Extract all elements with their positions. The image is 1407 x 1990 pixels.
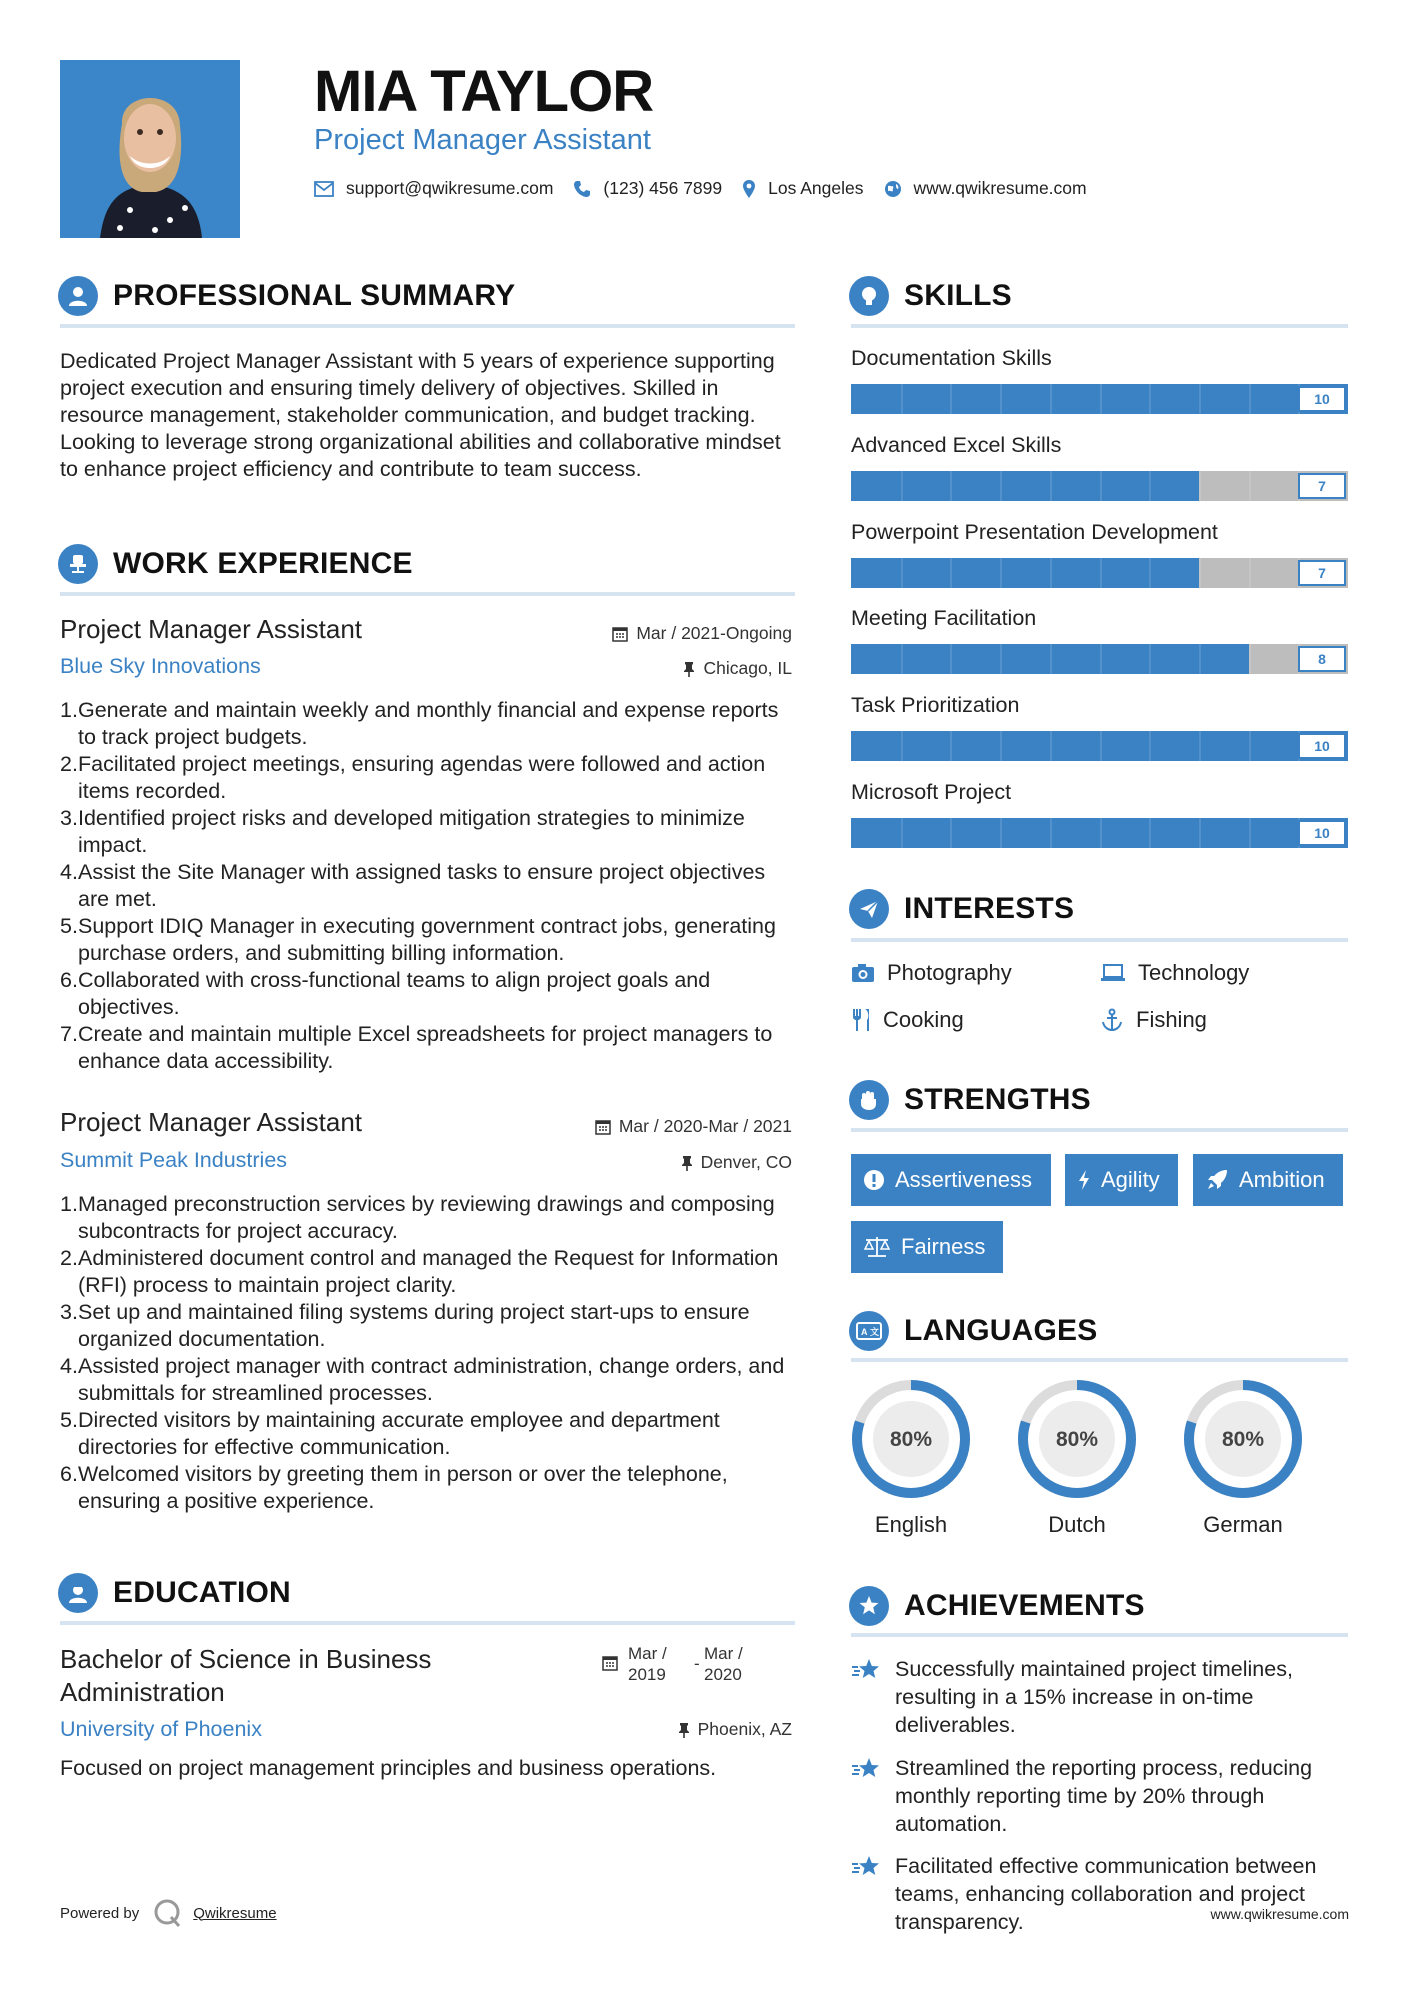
user-icon: [58, 276, 98, 316]
education-start: Mar / 2019: [628, 1644, 667, 1684]
strength-badge: [1065, 1154, 1178, 1206]
skill-bar-segment: [1000, 471, 1002, 501]
skill-score: 10: [1298, 733, 1346, 759]
skill-bar-segment: [1199, 471, 1201, 501]
candidate-role: Project Manager Assistant: [314, 124, 651, 156]
skill-bar-segment: [1050, 644, 1052, 674]
phone-text: (123) 456 7899: [603, 178, 723, 198]
strength-label: Fairness: [901, 1234, 986, 1259]
language-percent: 80%: [1055, 1428, 1099, 1451]
language-card-icon: [849, 1311, 889, 1351]
strength-label: Agility: [1101, 1167, 1160, 1192]
language-label: German: [1203, 1512, 1283, 1537]
list-item: 2. Facilitated project meetings, ensuring agendas were followed and action items recorded.: [60, 752, 766, 803]
calendar-icon: [595, 1119, 611, 1135]
globe-icon: [884, 180, 902, 198]
briefcase-chair-icon: [58, 544, 98, 584]
skill-label: Documentation Skills: [851, 346, 1052, 370]
rocket-icon: [1205, 1168, 1229, 1192]
star-icon: [851, 1854, 883, 1880]
language-percent: 80%: [889, 1428, 933, 1451]
interest-item: [1100, 960, 1249, 986]
skill-bar-segment: [1249, 558, 1251, 588]
strengths-divider: [851, 1128, 1348, 1132]
interest-item: [851, 960, 1012, 986]
list-item: 6. Collaborated with cross-functional teams to align project goals and objectives.: [60, 968, 711, 1019]
skill-bar-segment: [950, 818, 952, 848]
skill-bar-segment: [1050, 384, 1052, 414]
skill-bar-segment: [1199, 818, 1201, 848]
education-dates: Mar / 2019 - Mar / 2020: [602, 1643, 743, 1685]
list-item: 1. Generate and maintain weekly and monthly financial and expense reports to track project budgets.: [60, 698, 779, 749]
achievements-heading: [849, 1586, 1145, 1626]
skill-bar-segment: [1249, 644, 1251, 674]
skill-score: 10: [1298, 386, 1346, 412]
achievement-item: [851, 1852, 1341, 1936]
achievement-text: Successfully maintained project timelines, resulting in a 15% increase in on-time deliverables.: [895, 1657, 1293, 1737]
contact-phone[interactable]: [573, 178, 722, 199]
achievement-item: [851, 1754, 1341, 1838]
skill-bar-segment: [1149, 384, 1151, 414]
interest-label: Fishing: [1136, 1007, 1207, 1032]
bolt-icon: [1077, 1169, 1091, 1191]
degree-title: [60, 1643, 431, 1709]
paper-plane-icon: [849, 889, 889, 929]
achievement-text: Facilitated effective communication between teams, enhancing collaboration and project transparency.: [895, 1854, 1317, 1934]
strength-badge: [1193, 1154, 1343, 1206]
language-gauge: [849, 1377, 973, 1501]
fist-icon: [849, 1080, 889, 1120]
skill-bar-segment: [1000, 731, 1002, 761]
language-label: Dutch: [1048, 1512, 1106, 1537]
calendar-icon: [602, 1655, 618, 1671]
achievement-text: Streamlined the reporting process, reducing monthly reporting time by 20% through automation.: [895, 1756, 1313, 1836]
pushpin-icon: [683, 661, 695, 677]
interest-label: Photography: [887, 960, 1012, 985]
interest-label: Technology: [1138, 960, 1250, 985]
summary-text: Dedicated Project Manager Assistant with 5 years of experience supporting project execution and ensuring timely delivery of objectives. Skilled in resource management, stakeholder communication, and budget tracking. Looking to leverage strong organizational abilities and collaborative mindset to enhance project efficiency and contribute to team success.: [60, 349, 781, 481]
list-item: 5. Directed visitors by maintaining accurate employee and department directories for effective communication.: [60, 1408, 720, 1459]
education-end: Mar / 2020: [704, 1644, 743, 1684]
education-description: Focused on project management principles and business operations.: [60, 1756, 717, 1780]
star-icon: [851, 1756, 883, 1782]
phone-icon: [573, 180, 591, 198]
skill-bar-segment: [1100, 731, 1102, 761]
skill-bar-segment: [1050, 558, 1052, 588]
strengths-heading: [849, 1080, 1091, 1120]
brand-link[interactable]: Qwikresume: [193, 1904, 277, 1922]
skill-bar-segment: [950, 731, 952, 761]
skill-bar: [851, 558, 1348, 588]
skill-bar-segment: [1199, 731, 1201, 761]
pushpin-icon: [678, 1722, 690, 1738]
list-item: 6. Welcomed visitors by greeting them in person or over the telephone, ensuring a positive experience.: [60, 1462, 728, 1513]
education-title: EDUCATION: [113, 1576, 291, 1609]
languages-heading: [849, 1311, 1097, 1351]
skill-label: Advanced Excel Skills: [851, 433, 1062, 457]
job-2-date-text: Mar / 2020-Mar / 2021: [618, 1116, 792, 1136]
camera-icon: [851, 963, 875, 983]
qwikresume-logo-icon: [153, 1898, 183, 1928]
contact-location: [742, 178, 863, 199]
strength-badge: [851, 1154, 1051, 1206]
skill-bar-segment: [901, 818, 903, 848]
skills-title: SKILLS: [904, 279, 1012, 312]
svg-text:文: 文: [870, 1327, 880, 1337]
skill-bar-segment: [1149, 731, 1151, 761]
achievements-divider: [851, 1633, 1348, 1637]
skill-label: Powerpoint Presentation Development: [851, 520, 1218, 544]
skill-bar-segment: [1100, 644, 1102, 674]
powered-by: [60, 1898, 277, 1928]
skill-bar-fill: [851, 558, 1199, 588]
skill-bar-segment: [1100, 818, 1102, 848]
skill-bar-segment: [1249, 818, 1251, 848]
list-item: 4. Assist the Site Manager with assigned tasks to ensure project objectives are met.: [60, 860, 766, 911]
skill-score: 8: [1298, 646, 1346, 672]
language-percent: 80%: [1221, 1428, 1265, 1451]
exclamation-circle-icon: [863, 1169, 885, 1191]
job-2-title: Project Manager Assistant: [60, 1107, 363, 1137]
balance-scale-icon: [863, 1236, 891, 1258]
job-1-location: [683, 658, 792, 679]
job-1-title: Project Manager Assistant: [60, 614, 363, 644]
graduate-icon: [58, 1573, 98, 1613]
experience-title: WORK EXPERIENCE: [113, 547, 413, 580]
languages-divider: [851, 1358, 1348, 1362]
skill-score: 7: [1298, 473, 1346, 499]
location-text: Los Angeles: [768, 178, 864, 198]
skill-label: Microsoft Project: [851, 780, 1012, 804]
skill-bar-segment: [1000, 818, 1002, 848]
envelope-icon: [314, 181, 334, 197]
footer-url[interactable]: www.qwikresume.com: [1210, 1906, 1349, 1922]
skills-divider: [851, 324, 1348, 328]
candidate-name: MIA TAYLOR: [314, 59, 654, 124]
job-2-bullets: [60, 1191, 800, 1515]
skill-bar-segment: [1249, 731, 1251, 761]
skill-bar-segment: [1050, 471, 1052, 501]
skill-bar-segment: [1149, 644, 1151, 674]
skill-bar-segment: [901, 644, 903, 674]
education-location: [678, 1719, 792, 1740]
job-2-date: [595, 1116, 792, 1137]
list-item: 3. Set up and maintained filing systems during project start-ups to ensure organized documentation.: [60, 1300, 750, 1351]
degree-line-1: Bachelor of Science in Business: [60, 1644, 432, 1674]
interest-item: [851, 1007, 964, 1033]
languages-title: LANGUAGES: [904, 1314, 1098, 1347]
skill-bar-segment: [1050, 818, 1052, 848]
skill-score: 10: [1298, 820, 1346, 846]
degree-line-2: Administration: [60, 1677, 225, 1707]
skill-bar: [851, 644, 1348, 674]
job-1-company: Blue Sky Innovations: [60, 654, 261, 678]
skill-bar-segment: [1199, 384, 1201, 414]
list-item: 5. Support IDIQ Manager in executing government contract jobs, generating purchase orders, and submitting billing information.: [60, 914, 776, 965]
interests-title: INTERESTS: [904, 892, 1075, 925]
skill-bar-segment: [1000, 384, 1002, 414]
education-location-text: Phoenix, AZ: [697, 1719, 792, 1739]
anchor-icon: [1100, 1008, 1124, 1032]
map-pin-icon: [742, 179, 756, 199]
skill-bar-segment: [1149, 818, 1151, 848]
strength-label: Ambition: [1239, 1167, 1325, 1192]
interest-label: Cooking: [883, 1007, 964, 1032]
skill-bar-segment: [1199, 558, 1201, 588]
contact-email[interactable]: [314, 178, 553, 199]
skill-label: Meeting Facilitation: [851, 606, 1037, 630]
job-2-location-text: Denver, CO: [700, 1152, 792, 1172]
list-item: 7. Create and maintain multiple Excel spreadsheets for project managers to enhance data accessibility.: [60, 1022, 773, 1073]
contact-bar: [314, 178, 1107, 199]
skill-score: 7: [1298, 560, 1346, 586]
job-1-date: [612, 623, 792, 644]
achievement-item: [851, 1655, 1341, 1739]
skill-bar-segment: [901, 384, 903, 414]
skill-bar-segment: [1050, 731, 1052, 761]
skill-bar-segment: [950, 644, 952, 674]
list-item: 2. Administered document control and managed the Request for Information (RFI) process to maintain project clarity.: [60, 1246, 779, 1297]
utensils-icon: [851, 1008, 871, 1032]
school-name: University of Phoenix: [60, 1717, 262, 1741]
laptop-icon: [1100, 963, 1126, 983]
pushpin-icon: [681, 1155, 693, 1171]
experience-heading: [58, 544, 413, 584]
skill-bar-segment: [950, 558, 952, 588]
skill-bar-segment: [901, 558, 903, 588]
achievements-title: ACHIEVEMENTS: [904, 1589, 1145, 1622]
skill-bar-segment: [1149, 558, 1151, 588]
skill-bar-segment: [1199, 644, 1201, 674]
list-item: 1. Managed preconstruction services by reviewing drawings and composing subcontracts for project accuracy.: [60, 1192, 775, 1243]
education-heading: [58, 1573, 291, 1613]
skill-bar-fill: [851, 471, 1199, 501]
skill-bar-segment: [1249, 471, 1251, 501]
skill-bar-segment: [1249, 384, 1251, 414]
skill-bar-segment: [950, 471, 952, 501]
award-star-icon: [849, 1586, 889, 1626]
skill-bar: [851, 818, 1348, 848]
interests-heading: [849, 889, 1074, 929]
list-item: 3. Identified project risks and developed mitigation strategies to minimize impact.: [60, 806, 745, 857]
contact-website[interactable]: [884, 178, 1087, 199]
job-2-location: [681, 1152, 792, 1173]
strength-badge: [851, 1221, 1003, 1273]
skill-bar-segment: [1100, 558, 1102, 588]
summary-title: PROFESSIONAL SUMMARY: [113, 279, 516, 312]
skill-bar-segment: [950, 384, 952, 414]
summary-heading: [58, 276, 515, 316]
interests-divider: [851, 938, 1348, 942]
experience-divider: [60, 592, 795, 596]
skill-bar-segment: [1000, 558, 1002, 588]
language-gauge: [1181, 1377, 1305, 1501]
skill-bar-segment: [1100, 384, 1102, 414]
skill-bar: [851, 384, 1348, 414]
job-1-location-text: Chicago, IL: [703, 658, 792, 678]
skill-bar-segment: [1149, 471, 1151, 501]
strength-label: Assertiveness: [895, 1167, 1032, 1192]
star-icon: [851, 1657, 883, 1683]
profile-photo: [60, 60, 240, 238]
email-text: support@qwikresume.com: [346, 178, 554, 198]
powered-by-text: Powered by: [60, 1904, 140, 1922]
skill-bar-segment: [1000, 644, 1002, 674]
calendar-icon: [612, 626, 628, 642]
interest-item: [1100, 1007, 1207, 1033]
strengths-title: STRENGTHS: [904, 1083, 1091, 1116]
skill-bar-segment: [901, 731, 903, 761]
skill-bar-segment: [1100, 471, 1102, 501]
job-1-bullets: [60, 697, 800, 1075]
lightbulb-icon: [849, 276, 889, 316]
job-2-company: Summit Peak Industries: [60, 1148, 288, 1172]
job-1-date-text: Mar / 2021-Ongoing: [636, 623, 792, 643]
skills-heading: [849, 276, 1012, 316]
skill-label: Task Prioritization: [851, 693, 1020, 717]
summary-divider: [60, 324, 795, 328]
skill-bar: [851, 471, 1348, 501]
skill-bar-segment: [901, 471, 903, 501]
website-text: www.qwikresume.com: [913, 178, 1087, 198]
language-label: English: [874, 1512, 948, 1537]
list-item: 4. Assisted project manager with contract administration, change orders, and submittals for streamlined processes.: [60, 1354, 785, 1405]
education-divider: [60, 1621, 795, 1625]
language-gauge: [1015, 1377, 1139, 1501]
svg-text:A: A: [861, 1327, 868, 1337]
skill-bar: [851, 731, 1348, 761]
